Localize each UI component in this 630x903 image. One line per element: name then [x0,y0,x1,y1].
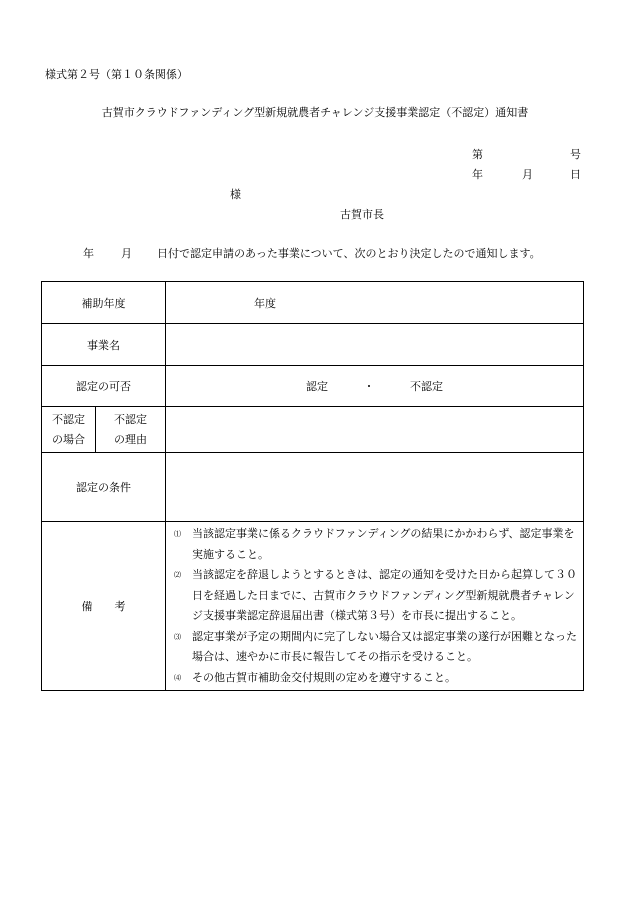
intro-text: 日付で認定申請のあった事業について、次のとおり決定したので通知します。 [157,247,541,260]
subsidy-year-value [166,282,584,324]
denial-case-label-line1: 不認定 [52,412,85,426]
approval-option-approved: 認定 [306,380,328,393]
remark-text: その他古賀市補助金交付規則の定めを遵守すること。 [192,670,456,684]
row-subsidy-year [42,282,584,324]
remark-item [170,524,579,565]
row-denial-reason [42,407,584,453]
remark-text: 当該認定を辞退しようとするときは、認定の通知を受けた日から起算して３０日を経過した日までに、古賀市クラウドファンディング型新規就農者チャレンジ支援事業認定辞退届出書（様式第３号）を市長に提出すること。 [192,568,577,622]
remark-item [170,627,579,668]
form-number: 様式第２号（第１０条関係） [45,68,188,81]
remarks-list [166,522,584,691]
remark-number: ⑴ [174,530,181,538]
denial-reason-value [166,407,584,453]
remark-item [170,668,579,689]
row-project-name [42,324,584,366]
notice-table [41,281,584,691]
conditions-label: 認定の条件 [42,453,166,522]
remark-text: 当該認定事業に係るクラウドファンディングの結果にかかわらず、認定事業を実施すること。 [192,527,575,561]
subsidy-year-label: 補助年度 [42,282,166,324]
subsidy-year-unit: 年度 [254,296,276,310]
intro-year-label: 年 [83,247,94,260]
approval-label: 認定の可否 [42,366,166,407]
remark-text: 認定事業が予定の期間内に完了しない場合又は認定事業の遂行が困難となった場合は、速やかに市長に報告してその指示を受けること。 [192,629,577,663]
remark-number: ⑶ [174,632,181,641]
approval-options [166,366,584,407]
remark-number: ⑷ [174,673,181,682]
row-approval [42,366,584,407]
issuer-name: 古賀市長 [340,208,384,221]
document-number-suffix: 号 [570,148,581,161]
remark-number: ⑵ [174,571,181,579]
remark-item [170,565,579,627]
recipient-honorific: 様 [230,188,241,201]
row-conditions [42,453,584,522]
row-remarks [42,522,584,691]
denial-reason-label-line1: 不認定 [114,412,147,426]
date-day-label: 日 [570,168,581,181]
denial-reason-label-line2: の理由 [114,432,147,446]
date-year-label: 年 [472,168,483,181]
document-title: 古賀市クラウドファンディング型新規就農者チャレンジ支援事業認定（不認定）通知書 [101,106,529,119]
denial-case-label [42,407,96,453]
denial-reason-label [96,407,166,453]
project-name-label: 事業名 [42,324,166,366]
conditions-value [166,453,584,522]
denial-case-label-line2: の場合 [52,432,85,446]
approval-separator: ・ [363,380,375,393]
project-name-value [166,324,584,366]
remarks-label: 備 考 [42,522,166,691]
intro-month-label: 月 [121,247,132,260]
approval-option-denied: 不認定 [410,380,443,393]
date-month-label: 月 [522,168,533,181]
document-number-prefix: 第 [472,148,483,161]
